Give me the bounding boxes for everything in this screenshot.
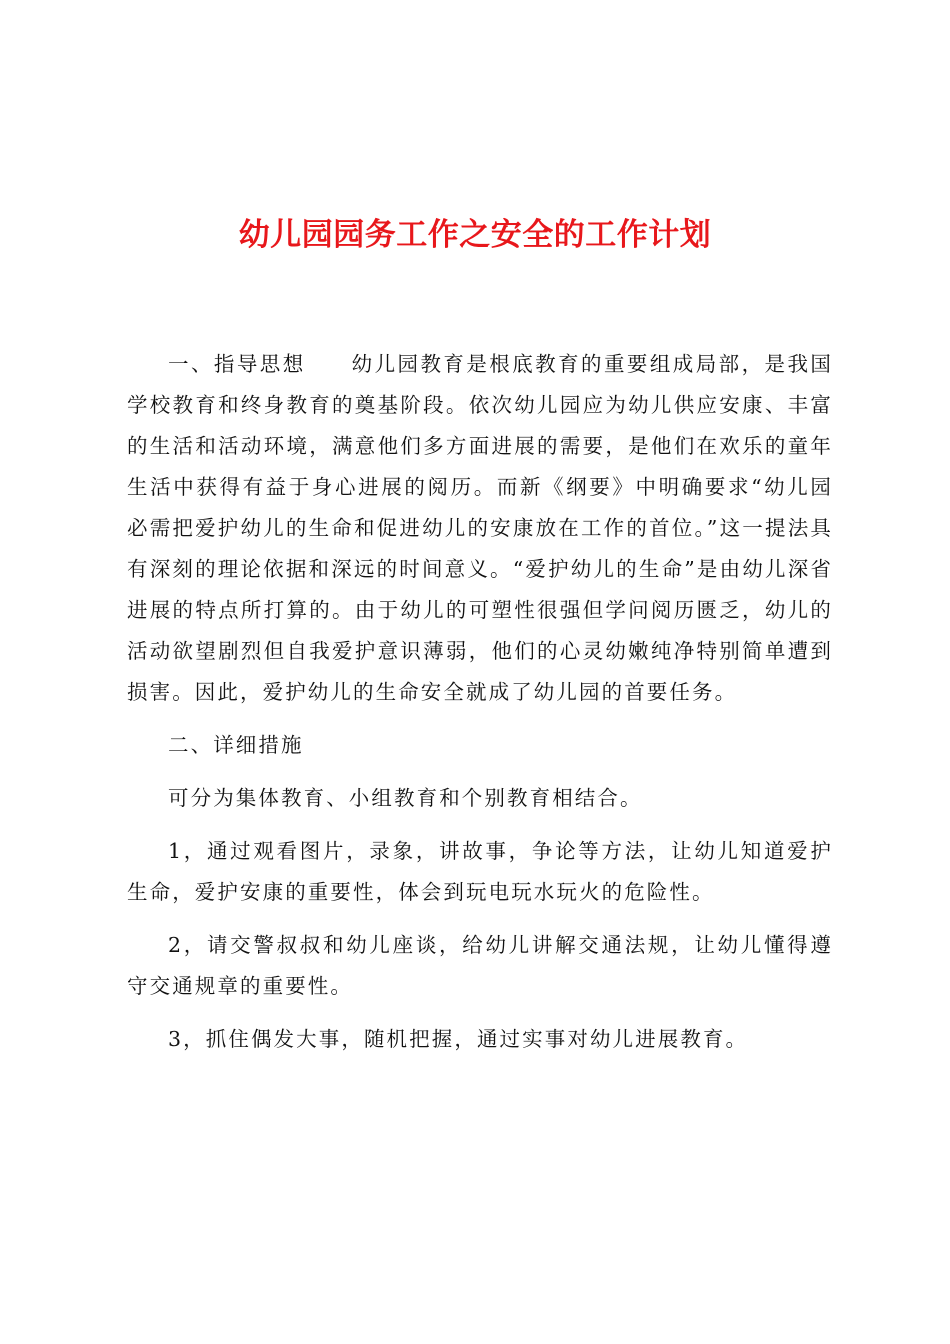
paragraph-guiding-thought bbox=[127, 344, 833, 713]
paragraph-item-2: 2，请交警叔叔和幼儿座谈，给幼儿讲解交通法规，让幼儿懂得遵守交通规章的重要性。 bbox=[127, 933, 833, 998]
document-title: 幼儿园园务工作之安全的工作计划 bbox=[238, 217, 712, 253]
paragraph-item-3: 3，抓住偶发大事，随机把握，通过实事对幼儿进展教育。 bbox=[168, 1027, 749, 1051]
paragraph-measures-intro: 可分为集体教育、小组教育和个别教育相结合。 bbox=[168, 786, 643, 810]
guiding-thought-text: 幼儿园教育是根底教育的重要组成局部，是我国学校教育和终身教育的奠基阶段。依次幼儿园应为幼儿供应安康、丰富的生活和活动环境，满意他们多方面进展的需要，是他们在欢乐的童年生活中获得有益于身心进展的阅历。而新《纲要》中明确要求“幼儿园必需把爱护幼儿的生命和促进幼儿的安康放在工作的首位。”这一提法具有深刻的理论依据和深远的时间意义。“爱护幼儿的生命”是由幼儿深省进展的特点所打算的。由于幼儿的可塑性很强但学问阅历匮乏，幼儿的活动欲望剧烈但自我爱护意识薄弱，他们的心灵幼嫩纯净特别简单遭到损害。因此，爱护幼儿的生命安全就成了幼儿园的首要任务。 bbox=[127, 352, 833, 704]
paragraph-item-1: 1，通过观看图片，录象，讲故事，争论等方法，让幼儿知道爱护生命，爱护安康的重要性，体会到玩电玩水玩火的危险性。 bbox=[127, 839, 833, 904]
document-body bbox=[127, 344, 833, 1072]
section-heading-guiding: 一、指导思想 bbox=[168, 352, 306, 376]
section-heading-measures: 二、详细措施 bbox=[168, 733, 304, 757]
